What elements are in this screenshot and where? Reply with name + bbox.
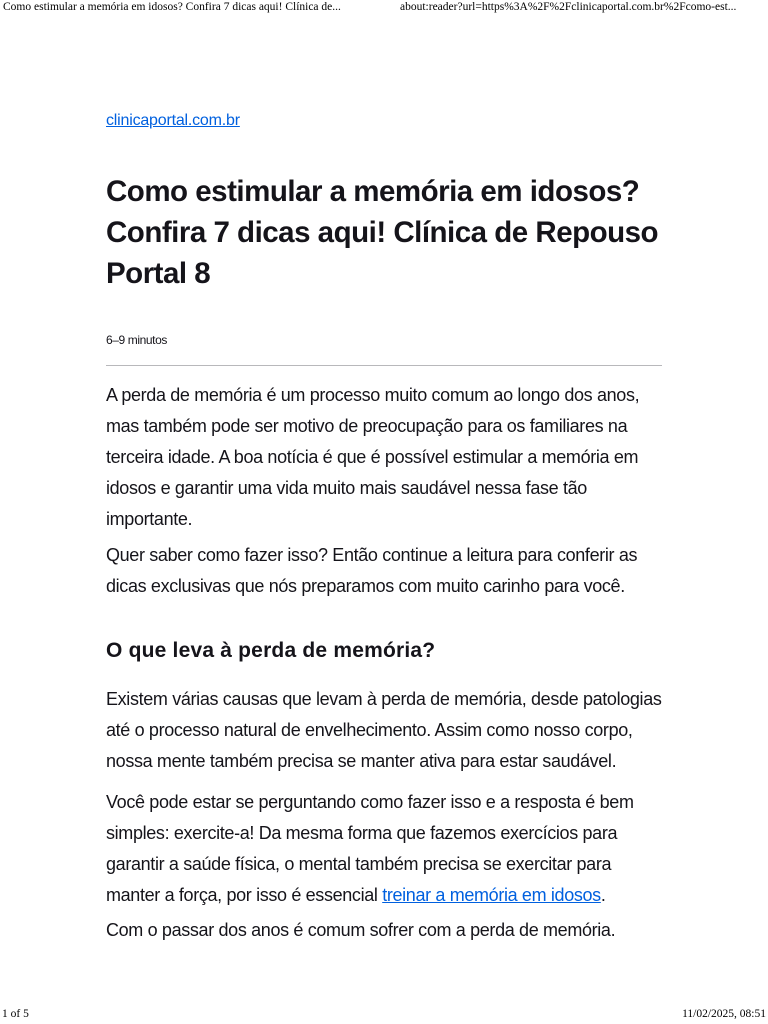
page-number: 1 of 5	[2, 1008, 29, 1020]
paragraph-with-link	[106, 787, 662, 911]
print-page-title: Como estimular a memória em idosos? Confira 7 dicas aqui! Clínica de...	[3, 1, 341, 13]
header-divider	[106, 365, 662, 366]
paragraph: Quer saber como fazer isso? Então continue a leitura para conferir as dicas exclusivas que nós preparamos com muito carinho para você.	[106, 545, 638, 596]
source-domain-link[interactable]: clinicaportal.com.br	[106, 112, 240, 129]
section-heading: O que leva à perda de memória?	[106, 639, 436, 662]
reader-view-article	[106, 112, 662, 946]
article-content	[106, 380, 662, 946]
print-footer	[0, 1006, 768, 1024]
print-page-url: about:reader?url=https%3A%2F%2Fclinicaportal.com.br%2Fcomo-est...	[400, 1, 737, 13]
paragraph: A perda de memória é um processo muito comum ao longo dos anos, mas também pode ser motivo de preocupação para os familiares na terceira idade. A boa notícia é que é possível estimular a memória em idosos e garantir uma vida muito mais saudável nessa fase tão importante.	[106, 385, 640, 529]
paragraph-text: Você pode estar se perguntando como fazer isso e a resposta é bem simples: exercite-a! Da mesma forma que fazemos exercícios para garantir a saúde física, o mental também precisa se exercitar para manter a força, por isso é essencial	[106, 792, 634, 905]
paragraph: Com o passar dos anos é comum sofrer com a perda de memória.	[106, 920, 616, 940]
article-title: Como estimular a memória em idosos? Confira 7 dicas aqui! Clínica de Repouso Portal 8	[106, 175, 659, 290]
print-header	[0, 0, 768, 16]
reading-time: 6–9 minutos	[106, 333, 167, 347]
paragraph: Existem várias causas que levam à perda de memória, desde patologias até o processo natural de envelhecimento. Assim como nosso corpo, nossa mente também precisa se manter ativa para estar saudável.	[106, 689, 662, 771]
print-timestamp: 11/02/2025, 08:51	[682, 1008, 766, 1020]
paragraph-text-end: .	[600, 885, 606, 905]
treinar-memoria-link[interactable]: treinar a memória em idosos	[382, 885, 601, 905]
